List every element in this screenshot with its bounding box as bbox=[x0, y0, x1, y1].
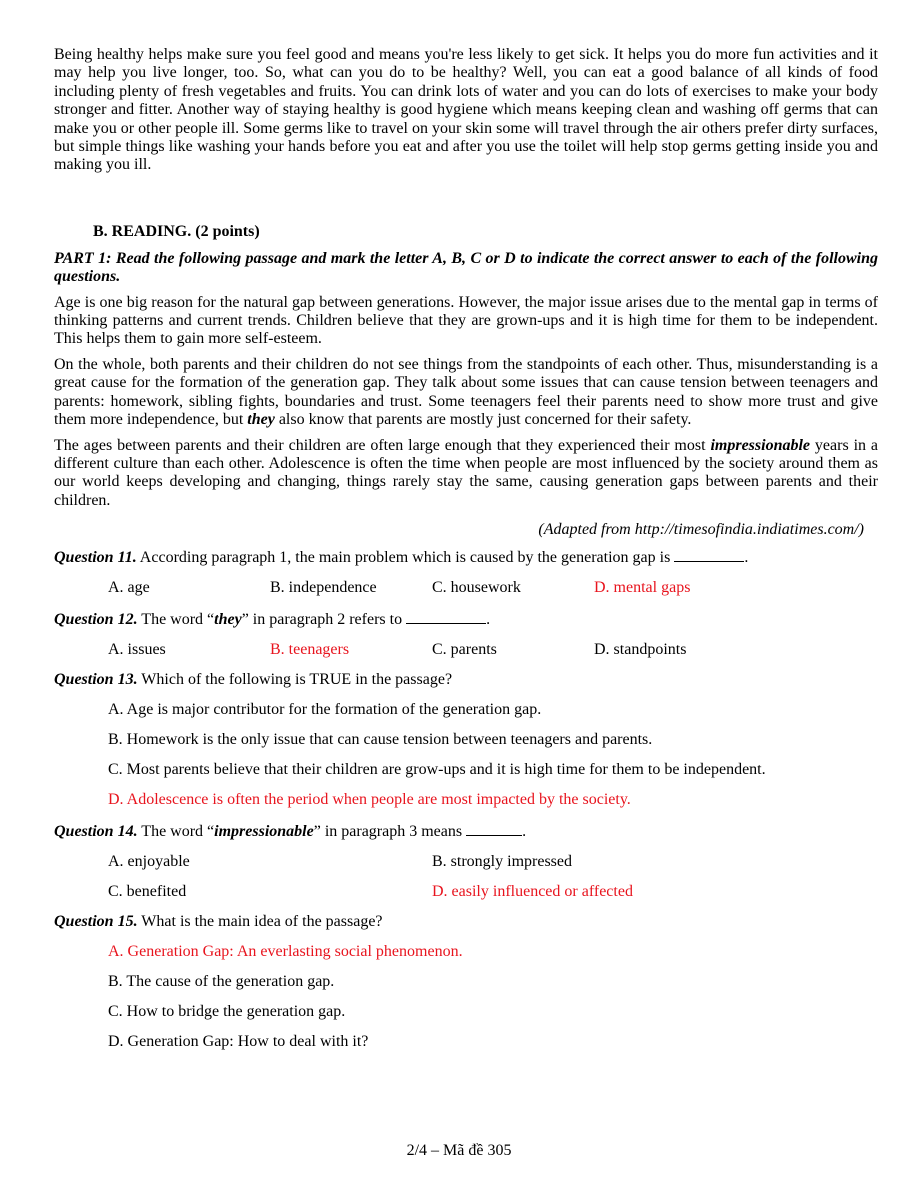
question-text: Which of the following is TRUE in the passage? bbox=[137, 671, 453, 689]
option-a[interactable]: A. enjoyable bbox=[108, 853, 190, 871]
passage-text: The ages between parents and their children are often large enough that they experienced their most bbox=[54, 436, 711, 454]
question-11-options bbox=[54, 579, 878, 597]
question-label: Question 14. bbox=[54, 823, 138, 841]
source-citation: (Adapted from http://timesofindia.indiatimes.com/) bbox=[538, 521, 864, 539]
question-text: The word “ bbox=[137, 823, 215, 841]
question-label: Question 13. bbox=[54, 671, 138, 689]
question-text: ” in paragraph 2 refers to bbox=[241, 611, 407, 629]
passage-text: years in a different culture than each other. Adolescence is often the time when people are most influenced by the society around them as our world keeps developing and changing, things rarely stay the same, causing generation gaps between parents and their children. bbox=[54, 436, 879, 509]
answer-blank bbox=[466, 821, 522, 836]
section-title: B. READING. (2 points) bbox=[93, 222, 260, 240]
option-a-correct[interactable]: A. Generation Gap: An everlasting social phenomenon. bbox=[108, 943, 463, 961]
option-d-correct[interactable]: D. mental gaps bbox=[594, 579, 691, 597]
question-14-options-row-1 bbox=[54, 853, 878, 871]
question-15 bbox=[54, 913, 878, 931]
question-keyword: they bbox=[214, 611, 242, 629]
passage-text: On the whole, both parents and their children do not see things from the standpoints of each other. Thus, misunderstanding is a great cause for the formation of the generation gap. They talk about some issues that can cause tension between teenagers and parents: homework, sibling fights, boundaries and trust. Some teenagers feel their parents need to show more trust and give them more independence, but bbox=[54, 355, 878, 429]
passage-text: also know that parents are mostly just concerned for their safety. bbox=[274, 411, 692, 429]
option-a[interactable]: A. issues bbox=[108, 641, 166, 659]
question-keyword: impressionable bbox=[214, 823, 314, 841]
page-footer: 2/4 – Mã đề 305 bbox=[406, 1142, 512, 1159]
option-c[interactable]: C. benefited bbox=[108, 883, 187, 901]
question-14-options-row-2 bbox=[54, 883, 878, 901]
answer-blank bbox=[406, 609, 486, 624]
question-11 bbox=[54, 547, 878, 567]
option-b-correct[interactable]: B. teenagers bbox=[270, 641, 350, 659]
question-13 bbox=[54, 671, 878, 689]
passage-keyword-they: they bbox=[247, 411, 275, 429]
option-d-correct[interactable]: D. easily influenced or affected bbox=[432, 883, 633, 901]
answer-blank bbox=[674, 547, 744, 562]
option-b[interactable]: B. strongly impressed bbox=[432, 853, 572, 871]
option-c[interactable]: C. housework bbox=[432, 579, 521, 597]
question-text: According paragraph 1, the main problem which is caused by the generation gap is bbox=[136, 549, 675, 567]
passage-keyword-impressionable: impressionable bbox=[710, 436, 811, 454]
intro-paragraph: Being healthy helps make sure you feel good and means you're less likely to get sick. It helps you do more fun activities and it may help you live longer, too. So, what can you do to be healthy? Well, you can eat a good balance of all kinds of food including plenty of fresh vegetables and fruits. You can drink lots of water and you can do lots of exercises to make your body stronger and fitter. Another way of staying healthy is good hygiene which means keeping clean and washing off germs that can make you or other people ill. Some germs like to travel on your skin some will travel through the air others prefer dirty surfaces, but simple things like washing your hands before you eat and after you use the toilet will help stop germs getting inside you and making you ill. bbox=[54, 46, 878, 174]
question-text: ” in paragraph 3 means bbox=[313, 823, 467, 841]
passage-paragraph-1: Age is one big reason for the natural gap between generations. However, the major issue arises due to the mental gap in terms of thinking patterns and current trends. Children believe that they are grown-ups and it is high time for them to be independent. This helps them to gain more self-esteem. bbox=[54, 293, 878, 348]
option-a[interactable]: A. age bbox=[108, 579, 150, 597]
question-12-options bbox=[54, 641, 878, 659]
option-a[interactable]: A. Age is major contributor for the formation of the generation gap. bbox=[108, 701, 542, 719]
question-end: . bbox=[744, 549, 749, 567]
question-14 bbox=[54, 821, 878, 841]
passage-paragraph-3 bbox=[54, 437, 878, 511]
option-b[interactable]: B. independence bbox=[270, 579, 377, 597]
question-text: The word “ bbox=[137, 611, 215, 629]
question-12 bbox=[54, 609, 878, 629]
option-c[interactable]: C. parents bbox=[432, 641, 497, 659]
question-end: . bbox=[486, 611, 491, 629]
option-b[interactable]: B. The cause of the generation gap. bbox=[108, 973, 335, 991]
option-d[interactable]: D. Generation Gap: How to deal with it? bbox=[108, 1033, 369, 1051]
exam-page bbox=[54, 46, 878, 1063]
question-label: Question 15. bbox=[54, 913, 138, 931]
option-d-correct[interactable]: D. Adolescence is often the period when people are most impacted by the society. bbox=[108, 791, 631, 809]
question-label: Question 11. bbox=[54, 549, 137, 567]
passage-paragraph-2 bbox=[54, 356, 878, 430]
part-instructions: PART 1: Read the following passage and mark the letter A, B, C or D to indicate the correct answer to each of the following questions. bbox=[54, 249, 878, 286]
question-label: Question 12. bbox=[54, 611, 138, 629]
option-b[interactable]: B. Homework is the only issue that can cause tension between teenagers and parents. bbox=[108, 731, 653, 749]
option-c[interactable]: C. Most parents believe that their children are grow-ups and it is high time for them to be independent. bbox=[108, 761, 766, 779]
option-d[interactable]: D. standpoints bbox=[594, 641, 687, 659]
question-text: What is the main idea of the passage? bbox=[137, 913, 383, 931]
question-end: . bbox=[522, 823, 527, 841]
option-c[interactable]: C. How to bridge the generation gap. bbox=[108, 1003, 346, 1021]
